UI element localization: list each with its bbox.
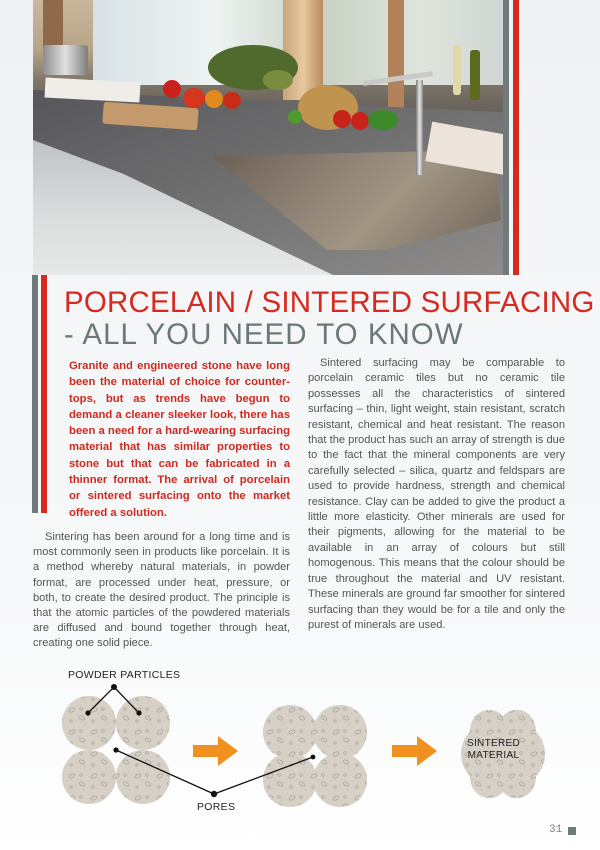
page-marker-square-icon bbox=[568, 827, 576, 835]
arrow-right-icon bbox=[193, 736, 238, 766]
accent-bar-grey bbox=[32, 275, 38, 513]
powder-particles-label: POWDER PARTICLES bbox=[68, 669, 181, 681]
body-right-column: Sintered surfacing may be comparable to porcelain ceramic tiles but no ceramic tile possesses all the characteristics of sintered surfacing – thin, light weight, stain resistant, scratch resistant, chemical and heat resistant. The reason that the product has such an array of strength is due to the fact that the mineral components are very carefully selected – silica, quartz and feldspars are used to provide hardness, strength and chemical resistance. Clay can be added to give the product a little more elasticity. Other minerals are used for their pigments, allowing for the material to be available in an array of colours but still homogenous. This means that the colour should be true throughout the material and UV resistant. These minerals are ground far smoother for sintered surfacing than they would be for a tile and only the purest of minerals are used. bbox=[308, 357, 565, 631]
accent-bar-red bbox=[513, 0, 519, 275]
page-subtitle: - ALL YOU NEED TO KNOW bbox=[64, 318, 464, 351]
sintered-label-line2: MATERIAL bbox=[467, 750, 520, 761]
page-number: 31 bbox=[549, 824, 563, 836]
body-left-column: Sintering has been around for a long time and is most commonly seen in products like porcelain. It is a method whereby natural materials, in powder format, are processed under heat, pressure, or both, to create the desired product. The principle is that the atomic particles of the powdered materials are diffused and bound together through heat, creating one solid piece. bbox=[33, 531, 290, 650]
photo-vegetable bbox=[351, 112, 369, 130]
photo-vegetable bbox=[368, 110, 398, 130]
photo-vegetable bbox=[205, 90, 223, 108]
photo-pillar bbox=[388, 0, 404, 110]
photo-bottle bbox=[453, 45, 461, 95]
accent-bar-grey bbox=[503, 0, 509, 275]
sintered-material-label bbox=[467, 738, 520, 762]
photo-vegetable bbox=[223, 92, 241, 109]
page-title: PORCELAIN / SINTERED SURFACING bbox=[64, 286, 595, 319]
sintered-label-line1: SINTERED bbox=[467, 738, 520, 749]
photo-pot bbox=[43, 45, 88, 75]
photo-vegetable bbox=[183, 88, 205, 108]
photo-bottle bbox=[470, 50, 480, 100]
sintering-diagram bbox=[0, 660, 600, 820]
photo-vegetable bbox=[163, 80, 181, 98]
arrow-right-icon bbox=[392, 736, 437, 766]
photo-vegetable bbox=[288, 110, 302, 124]
lede-paragraph: Granite and engineered stone have long been the material of choice for counter-tops, but as trends have begun to demand a cleaner sleeker look, there has been a need for a hard-wearing surfacing material that has similar properties to stone but that can be fabricated in a thinner format. The arrival of porcelain or sintered surfacing onto the market offered a solution. bbox=[69, 360, 290, 519]
pores-label: PORES bbox=[197, 801, 236, 813]
photo-vegetable bbox=[333, 110, 351, 128]
accent-bar-red bbox=[41, 275, 47, 513]
photo-faucet bbox=[416, 80, 423, 175]
photo-vegetable bbox=[263, 70, 293, 90]
hero-kitchen-photo bbox=[33, 0, 504, 275]
